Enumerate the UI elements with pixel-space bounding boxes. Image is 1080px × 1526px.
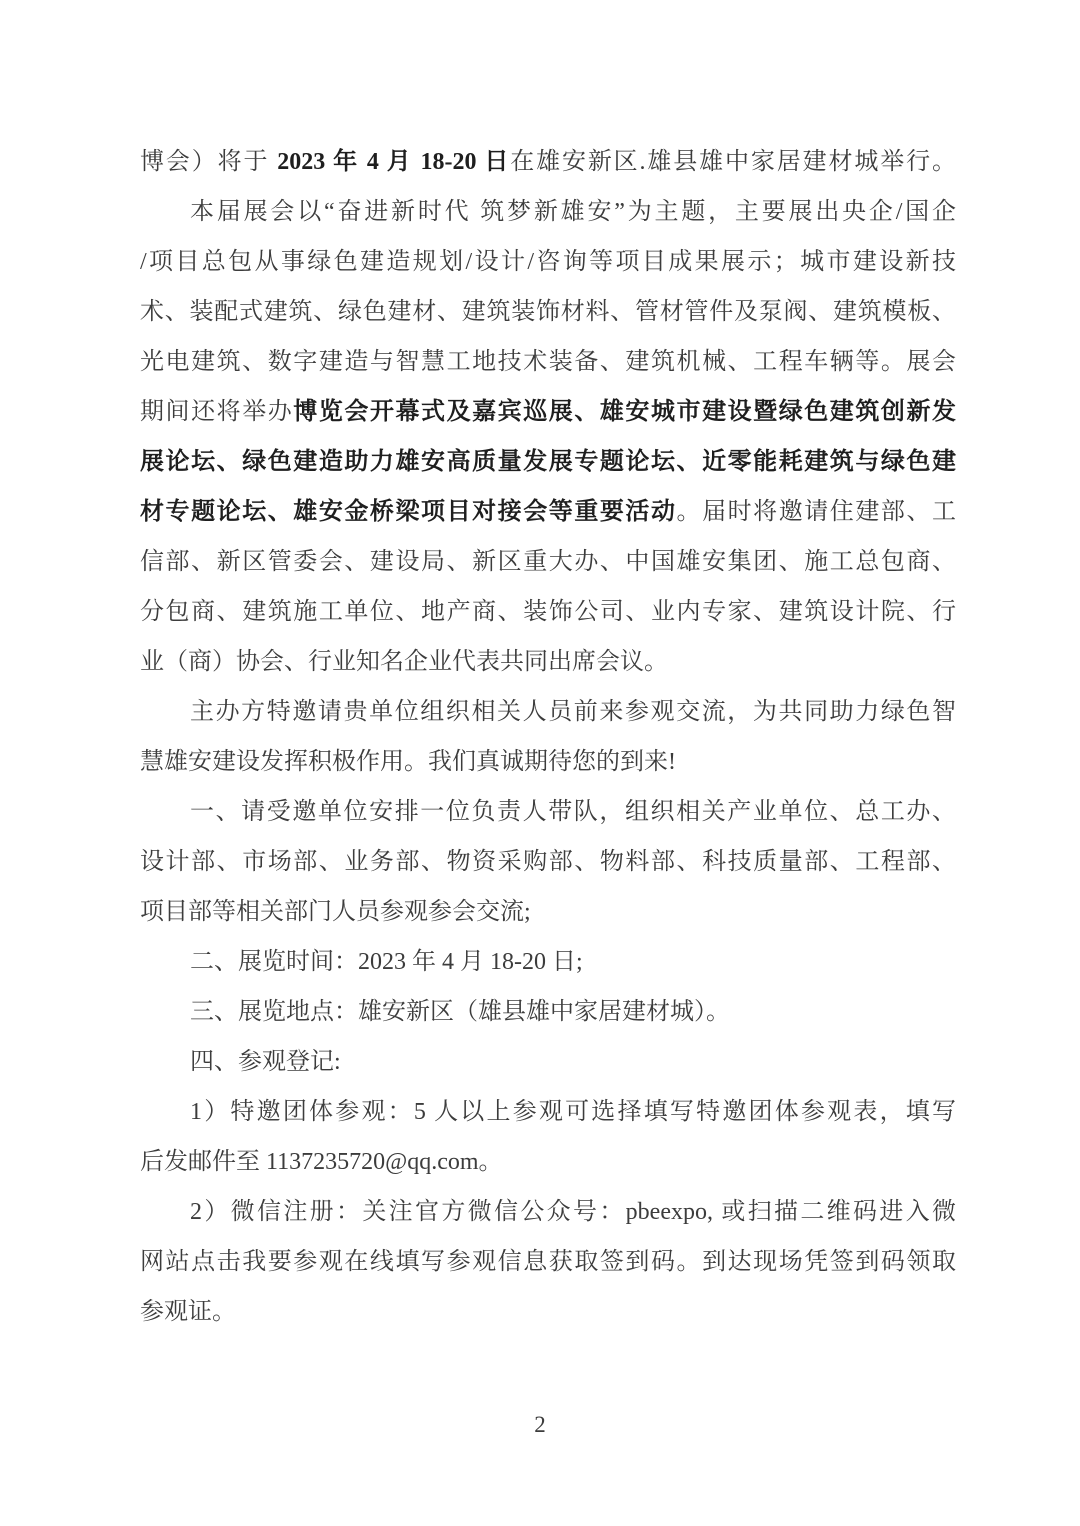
text-run: 参观证。 (140, 1299, 236, 1325)
text-run: /项目总包从事绿色建造规划/设计/咨询等项目成果展示；城市建设新技 (140, 249, 956, 275)
text-run: 光电建筑、数字建造与智慧工地技术装备、建筑机械、工程车辆等。展会 (140, 349, 956, 375)
text-line (140, 287, 956, 337)
text-run: 二、展览时间：2023 年 4 月 18-20 日; (190, 949, 583, 975)
text-line (140, 737, 956, 787)
text-run: 本届展会以“奋进新时代 筑梦新雄安”为主题，主要展出央企/国企 (190, 199, 956, 225)
text-run: 慧雄安建设发挥积极作用。我们真诚期待您的到来! (140, 749, 676, 775)
text-line (140, 137, 956, 187)
text-run: 三、展览地点：雄安新区（雄县雄中家居建材城）。 (190, 999, 730, 1025)
text-line (140, 1237, 956, 1287)
text-line (140, 337, 956, 387)
text-run: 期间还将举办 (140, 399, 294, 425)
text-run: 在雄安新区.雄县雄中家居建材城举行。 (510, 149, 956, 175)
text-run: 一、请受邀单位安排一位负责人带队，组织相关产业单位、总工办、 (190, 799, 956, 825)
text-line (140, 1187, 956, 1237)
text-line (140, 437, 956, 487)
text-run: 主办方特邀请贵单位组织相关人员前来参观交流，为共同助力绿色智 (190, 699, 956, 725)
text-line (140, 1087, 956, 1137)
text-line (140, 387, 956, 437)
text-line (140, 937, 956, 987)
text-line (140, 237, 956, 287)
text-line (140, 637, 956, 687)
text-run-bold: 博览会开幕式及嘉宾巡展、雄安城市建设暨绿色建筑创新发 (293, 399, 956, 425)
text-run: 博会）将于 (140, 149, 278, 175)
text-run: 业（商）协会、行业知名企业代表共同出席会议。 (140, 649, 668, 675)
text-line (140, 487, 956, 537)
text-run-bold: 材专题论坛、雄安金桥梁项目对接会等重要活动 (140, 499, 677, 525)
text-line (140, 537, 956, 587)
text-line (140, 1137, 956, 1187)
text-run: 网站点击我要参观在线填写参观信息获取签到码。到达现场凭签到码领取 (140, 1249, 956, 1275)
text-run: 1）特邀团体参观：5 人以上参观可选择填写特邀团体参观表，填写 (190, 1099, 956, 1125)
text-line (140, 687, 956, 737)
text-line (140, 787, 956, 837)
text-line (140, 1037, 956, 1087)
text-line (140, 987, 956, 1037)
text-line (140, 1287, 956, 1337)
text-run: 设计部、市场部、业务部、物资采购部、物料部、科技质量部、工程部、 (140, 849, 956, 875)
page-number: 2 (534, 1412, 546, 1437)
text-run: 分包商、建筑施工单位、地产商、装饰公司、业内专家、建筑设计院、行 (140, 599, 956, 625)
text-run: 后发邮件至 1137235720@qq.com。 (140, 1149, 503, 1175)
text-line (140, 837, 956, 887)
text-run: 。届时将邀请住建部、工 (676, 499, 956, 525)
text-run-bold: 展论坛、绿色建造助力雄安高质量发展专题论坛、近零能耗建筑与绿色建 (140, 449, 956, 475)
text-run: 项目部等相关部门人员参观参会交流; (140, 899, 531, 925)
text-run: 四、参观登记: (190, 1049, 341, 1075)
text-line (140, 887, 956, 937)
text-run-bold: 2023 年 4 月 18-20 日 (277, 149, 511, 175)
text-run: 术、装配式建筑、绿色建材、建筑装饰材料、管材管件及泵阀、建筑模板、 (140, 299, 956, 325)
text-run: 信部、新区管委会、建设局、新区重大办、中国雄安集团、施工总包商、 (140, 549, 956, 575)
text-line (140, 187, 956, 237)
document-body (140, 137, 956, 1337)
text-line (140, 587, 956, 637)
text-run: 2）微信注册：关注官方微信公众号：pbeexpo, 或扫描二维码进入微 (190, 1199, 956, 1225)
